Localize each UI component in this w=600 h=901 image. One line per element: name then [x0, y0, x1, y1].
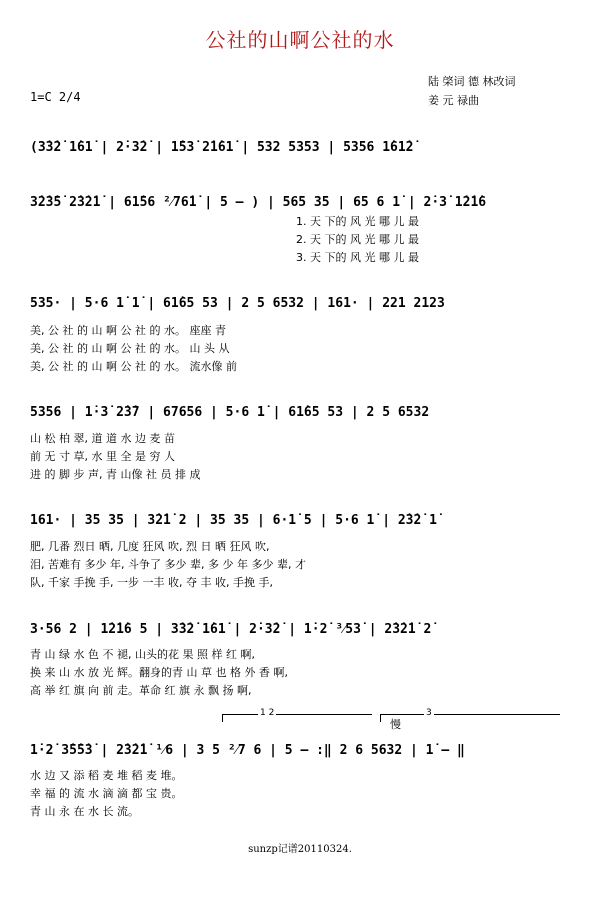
lyrics-line-6-verse-2: 换 来 山 水 放 光 辉。翻身的青 山 草 也 格 外 香 啊,	[30, 666, 288, 679]
key-signature: 1=C 2/4	[30, 90, 81, 104]
first-ending-bracket	[222, 714, 372, 715]
lyrics-line-2-verse-1: 1. 天 下的 风 光 哪 儿 最	[296, 215, 419, 228]
notation-line-2: 3̇2̇3̇5̇ 2̇3̇2̇1̇ | 61̇56 ²⁄76̇1̇ | 5 – ) | 565 35 | 65 6 1̇ | 2̇·3̇ 1̇2̇1̇6	[30, 195, 487, 210]
lyrics-line-3-verse-1: 美, 公 社 的 山 啊 公 社 的 水。 座座 青	[30, 324, 226, 337]
lyrics-line-3-verse-2: 美, 公 社 的 山 啊 公 社 的 水。 山 头 从	[30, 342, 230, 355]
transcriber-credit: sunzp记谱20110324.	[248, 844, 352, 855]
lyrics-line-2-verse-3: 3. 天 下的 风 光 哪 儿 最	[296, 251, 419, 264]
lyrics-line-6-verse-1: 青 山 绿 水 色 不 褪, 山头的花 果 照 样 红 啊,	[30, 648, 255, 661]
lyrics-line-4-verse-1: 山 松 柏 翠, 道 道 水 边 麦 苗	[30, 432, 175, 445]
notation-line-3: 535· | 5·6 1̇ 1̇ | 61̇65 53 | 2 5 6532 | 161· | 221 2123	[30, 296, 445, 311]
second-ending-tick	[380, 714, 381, 722]
second-ending-label: 3	[426, 708, 432, 718]
composer-credit: 姜 元 禄曲	[428, 94, 479, 107]
lyrics-line-2-verse-2: 2. 天 下的 风 光 哪 儿 最	[296, 233, 419, 246]
lyrics-line-7-verse-1: 水 边 又 添 稻 麦 堆 稻 麦 堆。	[30, 769, 183, 782]
lyricist-credit: 陆 棨词 德 林改词	[428, 75, 516, 88]
first-ending-label: 1 2	[260, 708, 275, 718]
lyrics-line-7-verse-2: 幸 福 的 流 水 滴 滴 都 宝 贵。	[30, 787, 183, 800]
notation-line-4: 5356 | 1̇·3̇ 2̇3̇7 | 67656 | 5·6 1̇ | 61̇65 53 | 2 5 6532	[30, 405, 430, 420]
lyrics-line-4-verse-2: 前 无 寸 草, 水 里 全 是 穷 人	[30, 450, 175, 463]
lyrics-line-3-verse-3: 美, 公 社 的 山 啊 公 社 的 水。 流水像 前	[30, 360, 237, 373]
notation-line-6: 3·56 2 | 1̇2̇1̇6 5 | 3̇3̇2̇ 1̇61̇ | 2̇·3̇2̇ | 1̇·2̇ ³⁄53̇ | 2̇3̇2̇1̇ 2̇	[30, 622, 432, 637]
lyrics-line-5-verse-2: 泪, 苦难有 多少 年, 斗争了 多少 辈, 多 少 年 多少 辈, 才	[30, 558, 306, 571]
lyrics-line-6-verse-3: 高 举 红 旗 向 前 走。革命 红 旗 永 飘 扬 啊,	[30, 684, 252, 697]
lyrics-line-4-verse-3: 进 的 脚 步 声, 青 山像 社 员 排 成	[30, 468, 201, 481]
lyrics-line-7-verse-3: 青 山 永 在 水 长 流。	[30, 805, 139, 818]
page-title: 公社的山啊公社的水	[205, 28, 395, 52]
lyrics-line-5-verse-3: 队, 千家 手挽 手, 一步 一丰 收, 夺 丰 收, 手挽 手,	[30, 576, 273, 589]
lyrics-line-5-verse-1: 肥, 几番 烈日 晒, 几度 狂风 吹, 烈 日 晒 狂风 吹,	[30, 540, 270, 553]
notation-line-5: 161· | 35 35 | 3̇2̇1̇ 2 | 35 35 | 6·1̇ 5 | 5·6 1̇ | 2̇3̇2̇ 1̇	[30, 513, 437, 528]
first-ending-tick	[222, 714, 223, 722]
notation-line-1: (3̇3̇2̇ 1̇61̇ | 2̇·3̇2̇ | 1̇53̇ 2̇1̇61̇ | 532 5353 | 5356 1̇61̇2̇	[30, 140, 414, 155]
tempo-mark: 慢	[390, 718, 401, 731]
notation-line-7: 1̇·2̇ 3̇5̇5̇3̇ | 2̇3̇2̇1̇ ¹⁄6 | 3 5 ²⁄7 6 | 5 – :‖ 2 6 5632 | 1̇ – ‖	[30, 743, 465, 758]
second-ending-bracket	[380, 714, 560, 715]
